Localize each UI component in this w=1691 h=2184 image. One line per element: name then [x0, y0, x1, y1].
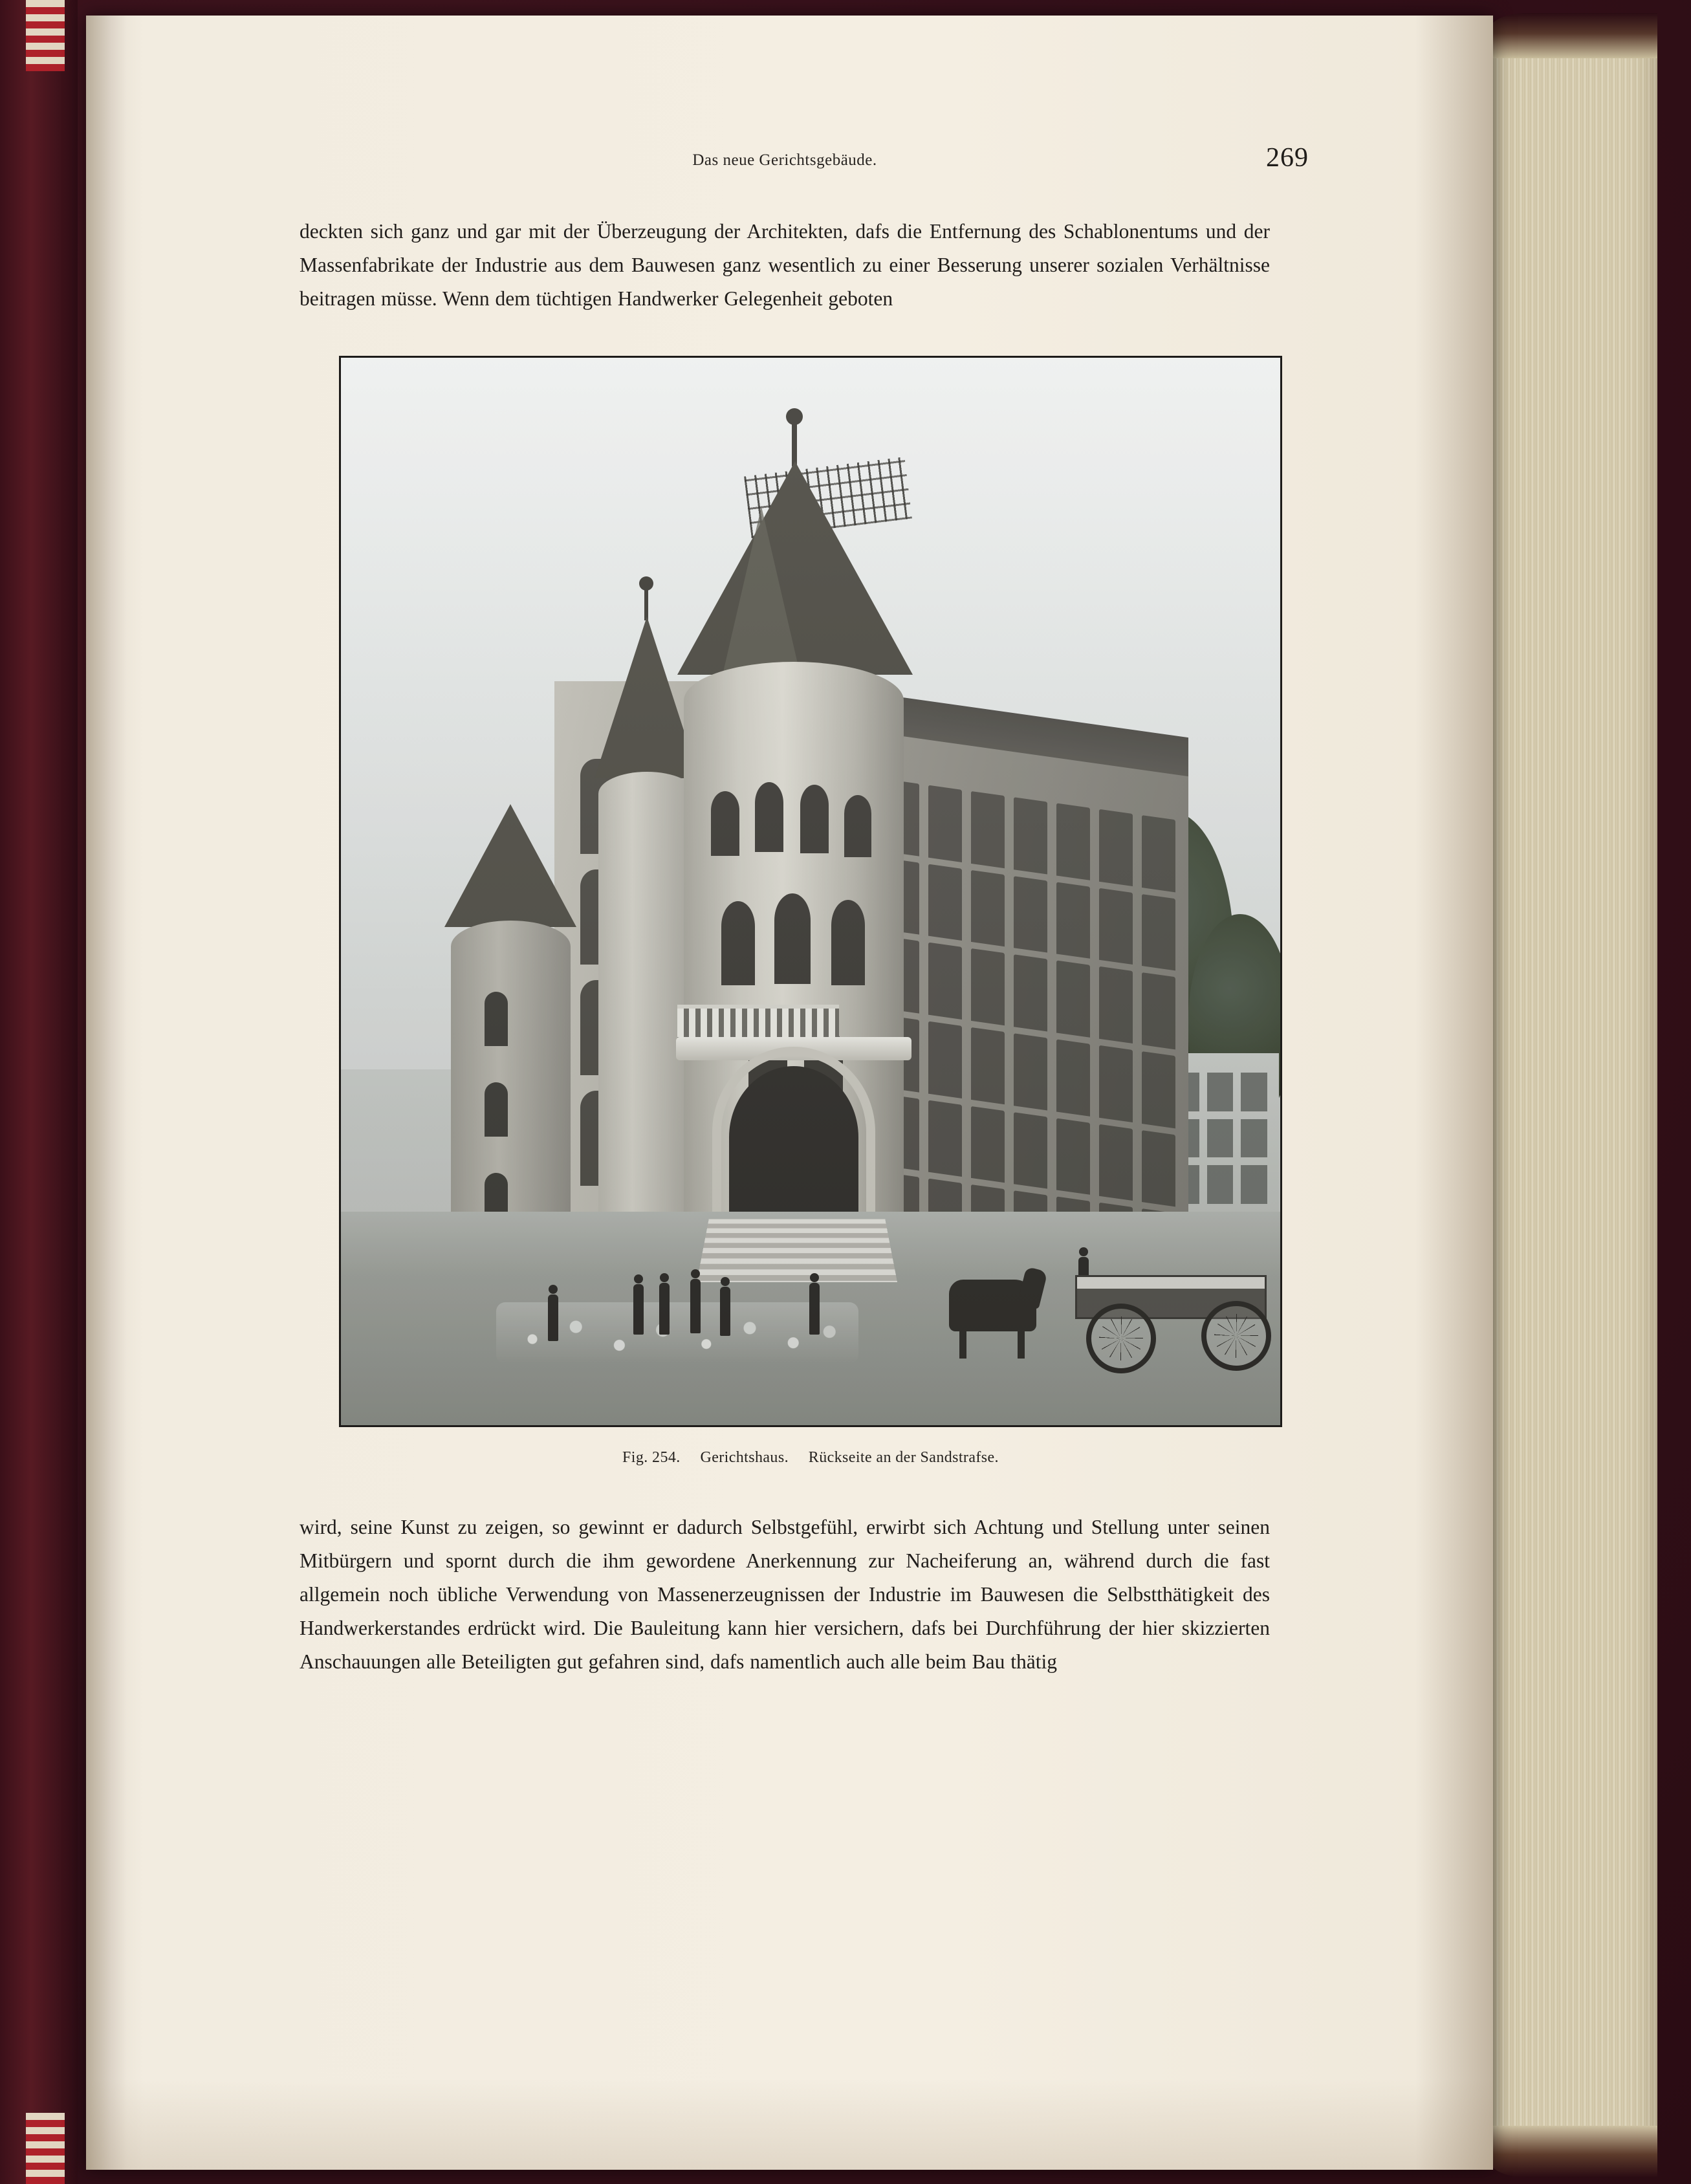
tower-finial-icon: [792, 417, 797, 466]
page-edge-shadow: [1415, 16, 1493, 2170]
cover-headband-top: [26, 0, 65, 71]
turret-window: [485, 992, 508, 1046]
book-fore-edge-bottom: [1488, 2126, 1657, 2178]
cart-wheel: [1201, 1301, 1271, 1371]
book-fore-edge-top: [1488, 13, 1657, 58]
figure-254: [325, 356, 1296, 1467]
portal-arch-frame: [712, 1047, 875, 1216]
tower-window: [774, 893, 811, 984]
running-head-title: Das neue Gerichtsgebäude.: [692, 151, 877, 169]
book-fore-edge: [1488, 30, 1657, 2158]
person-figure: [690, 1279, 701, 1333]
person-figure: [548, 1294, 558, 1341]
person-figure: [659, 1283, 670, 1335]
paragraph-spacer: [300, 1467, 1270, 1511]
paragraph-top: deckten sich ganz und gar mit der Überzeugung der Architekten, dafs die Entfernung des Schablonentums und der Massenfabrikate der Industrie aus dem Bauwesen ganz wesentlich zu einer Besserung unserer sozialen Verhältnisse beitragen müsse. Wenn dem tüchtigen Handwerker Gelegenheit geboten: [300, 220, 1270, 310]
tower-window: [831, 900, 865, 985]
person-figure: [809, 1283, 820, 1335]
figure-title: Gerichtshaus.: [700, 1449, 789, 1466]
turret-left-roof: [444, 804, 576, 927]
book-page: [86, 16, 1493, 2170]
running-head: [300, 143, 1309, 181]
tower-window: [721, 901, 755, 985]
cart-wheel: [1086, 1304, 1156, 1373]
tower-window: [844, 795, 871, 857]
book-cover-left-edge: [0, 0, 78, 2184]
turret-window: [485, 1082, 508, 1137]
tower-window: [711, 791, 739, 856]
cover-headband-bottom: [26, 2113, 65, 2184]
figure-number: Fig. 254.: [622, 1449, 681, 1466]
figure-subtitle: Rückseite an der Sandstrafse.: [808, 1449, 999, 1466]
halftone-plate: [341, 358, 1280, 1425]
page-number: 269: [1266, 143, 1309, 173]
page-content: [300, 143, 1309, 1679]
person-figure: [720, 1287, 730, 1336]
paragraph-bottom: wird, seine Kunst zu zeigen, so gewinnt er dadurch Selbstgefühl, erwirbt sich Achtung und Stellung unter seinen Mitbürgern und spornt durch die ihm gewordene Anerkennung zur Nacheiferung an, während durch die fast allgemein noch übliche Verwendung von Massenerzeugnissen der Industrie im Bauwesen die Selbstthätigkeit des Handwerkerstandes erdrückt wird. Die Bauleitung kann hier versichern, dafs bei Durchführung der hier skizzierten Anschauungen alle Beteiligten gut gefahren sind, dafs namentlich auch alle beim Bau thätig: [300, 1516, 1270, 1673]
arcade-balustrade: [677, 1005, 839, 1041]
person-figure: [633, 1284, 644, 1335]
tower-window: [755, 782, 783, 852]
figure-caption: [325, 1449, 1296, 1467]
tower-main-roof-highlight: [723, 507, 800, 675]
figure-image: [339, 356, 1282, 1427]
tower-finial-icon: [644, 584, 648, 620]
entrance-steps: [697, 1219, 897, 1282]
tower-window: [800, 785, 829, 853]
